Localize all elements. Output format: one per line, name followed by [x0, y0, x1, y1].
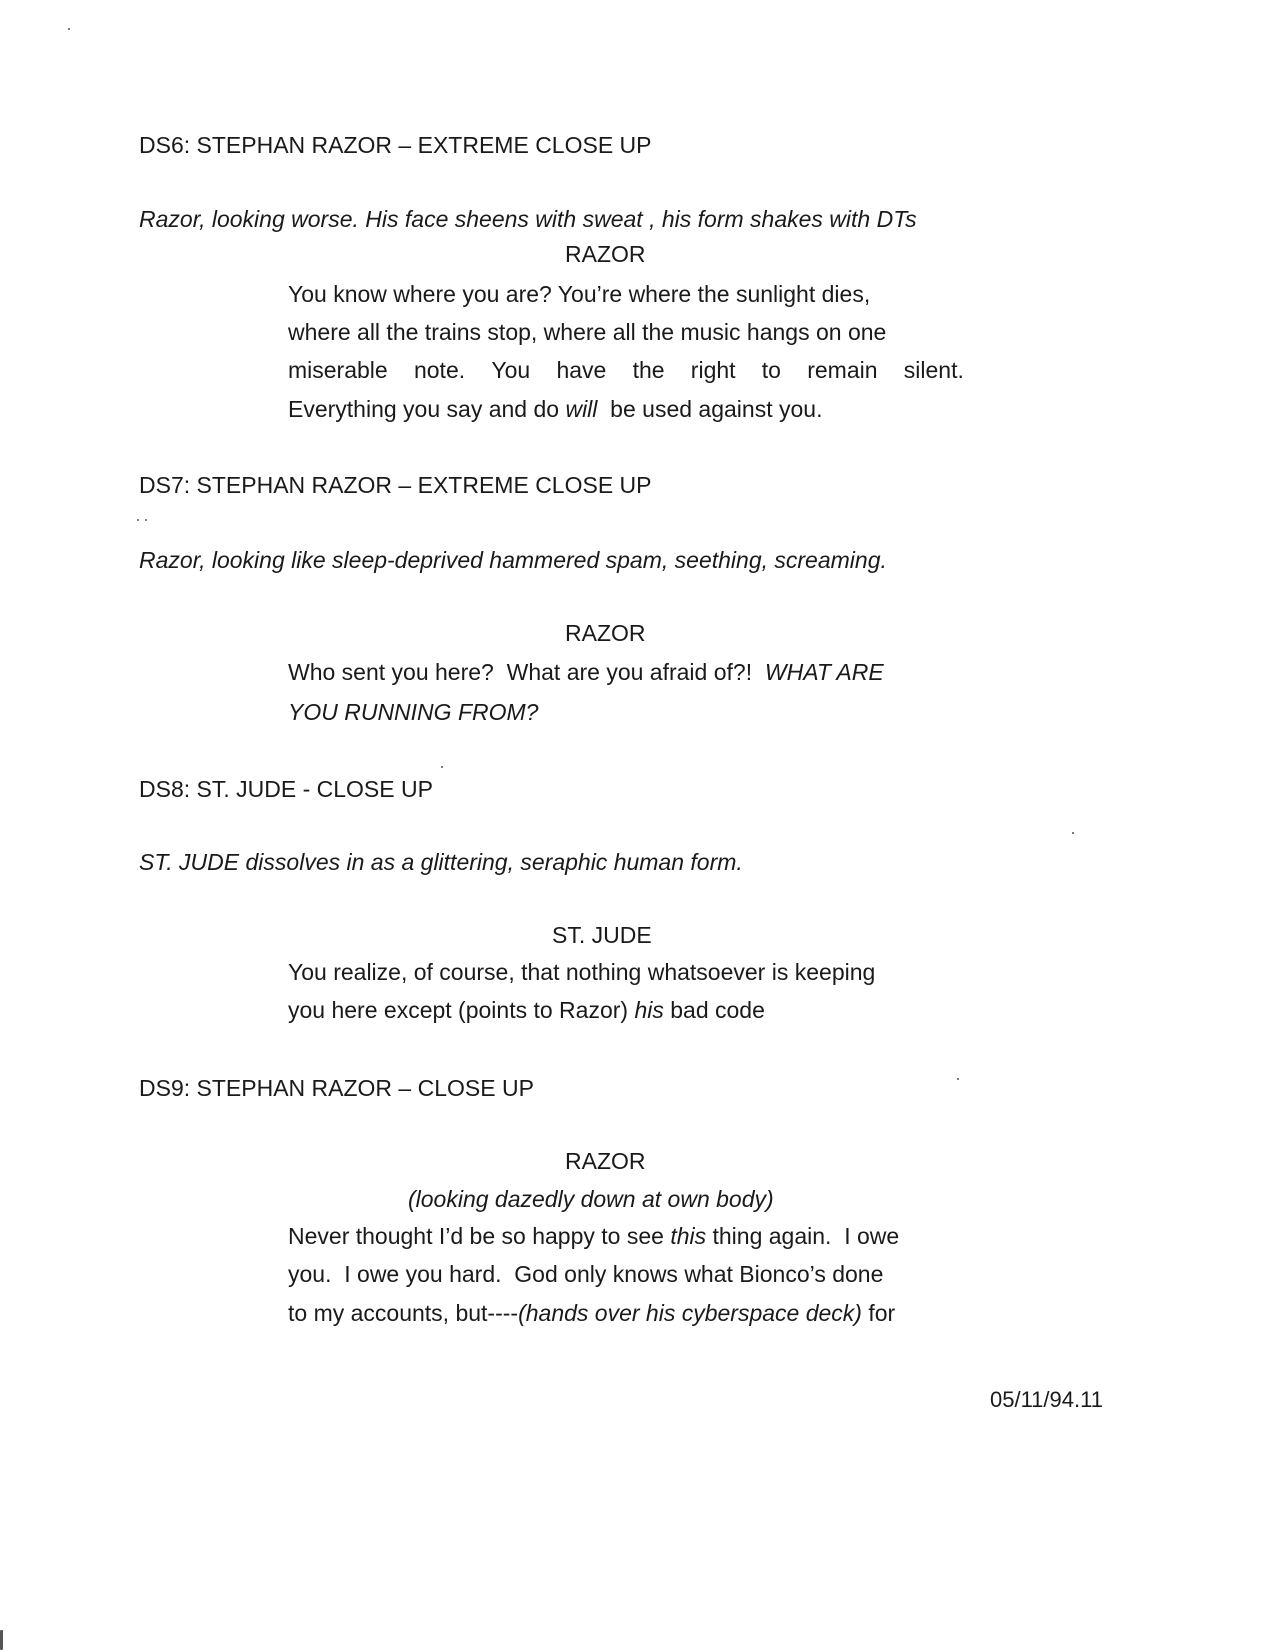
dialogue-ds6-line2: where all the trains stop, where all the music hangs on one — [288, 319, 887, 345]
character-ds9: RAZOR — [565, 1148, 646, 1174]
dialogue-ds9-line2: you. I owe you hard. God only knows what Bionco’s done — [288, 1261, 884, 1287]
scene-heading-ds6: DS6: STEPHAN RAZOR – EXTREME CLOSE UP — [139, 132, 652, 158]
dialogue-ds6-line4: Everything you say and do will be used against you. — [288, 396, 823, 422]
character-ds6: RAZOR — [565, 241, 646, 267]
dialogue-ds9-line1: Never thought I’d be so happy to see this thing again. I owe — [288, 1223, 900, 1249]
action-ds6: Razor, looking worse. His face sheens with sweat , his form shakes with DTs — [139, 206, 917, 232]
page-date-code: 05/11/94.11 — [990, 1387, 1103, 1412]
scan-speck — [441, 766, 443, 768]
parenthetical-ds9: (looking dazedly down at own body) — [408, 1186, 774, 1212]
scan-speck — [957, 1078, 959, 1080]
dialogue-ds6-line1: You know where you are? You’re where the sunlight dies, — [288, 281, 871, 307]
scene-heading-ds8: DS8: ST. JUDE - CLOSE UP — [139, 776, 433, 802]
scan-speck — [1072, 832, 1074, 834]
dialogue-ds7-line1: Who sent you here? What are you afraid of?! WHAT ARE — [288, 659, 884, 685]
scan-speck — [145, 519, 147, 521]
character-ds7: RAZOR — [565, 620, 646, 646]
dialogue-ds9-line3: to my accounts, but----(hands over his cyberspace deck) for — [288, 1300, 896, 1326]
scene-heading-ds9: DS9: STEPHAN RAZOR – CLOSE UP — [139, 1075, 534, 1101]
action-ds8: ST. JUDE dissolves in as a glittering, seraphic human form. — [139, 849, 743, 875]
dialogue-ds8-line1: You realize, of course, that nothing whatsoever is keeping — [288, 959, 876, 985]
dialogue-ds6-line3: miserable note. You have the right to remain silent. — [288, 357, 964, 383]
character-ds8: ST. JUDE — [552, 922, 652, 948]
dialogue-ds7-line2: YOU RUNNING FROM? — [288, 699, 539, 725]
dialogue-ds8-line2: you here except (points to Razor) his bad code — [288, 997, 765, 1023]
scan-speck — [68, 28, 70, 30]
scan-edge-mark — [0, 1630, 3, 1650]
scene-heading-ds7: DS7: STEPHAN RAZOR – EXTREME CLOSE UP — [139, 472, 652, 498]
action-ds7: Razor, looking like sleep-deprived hammered spam, seething, screaming. — [139, 547, 887, 573]
scan-speck — [137, 519, 139, 521]
